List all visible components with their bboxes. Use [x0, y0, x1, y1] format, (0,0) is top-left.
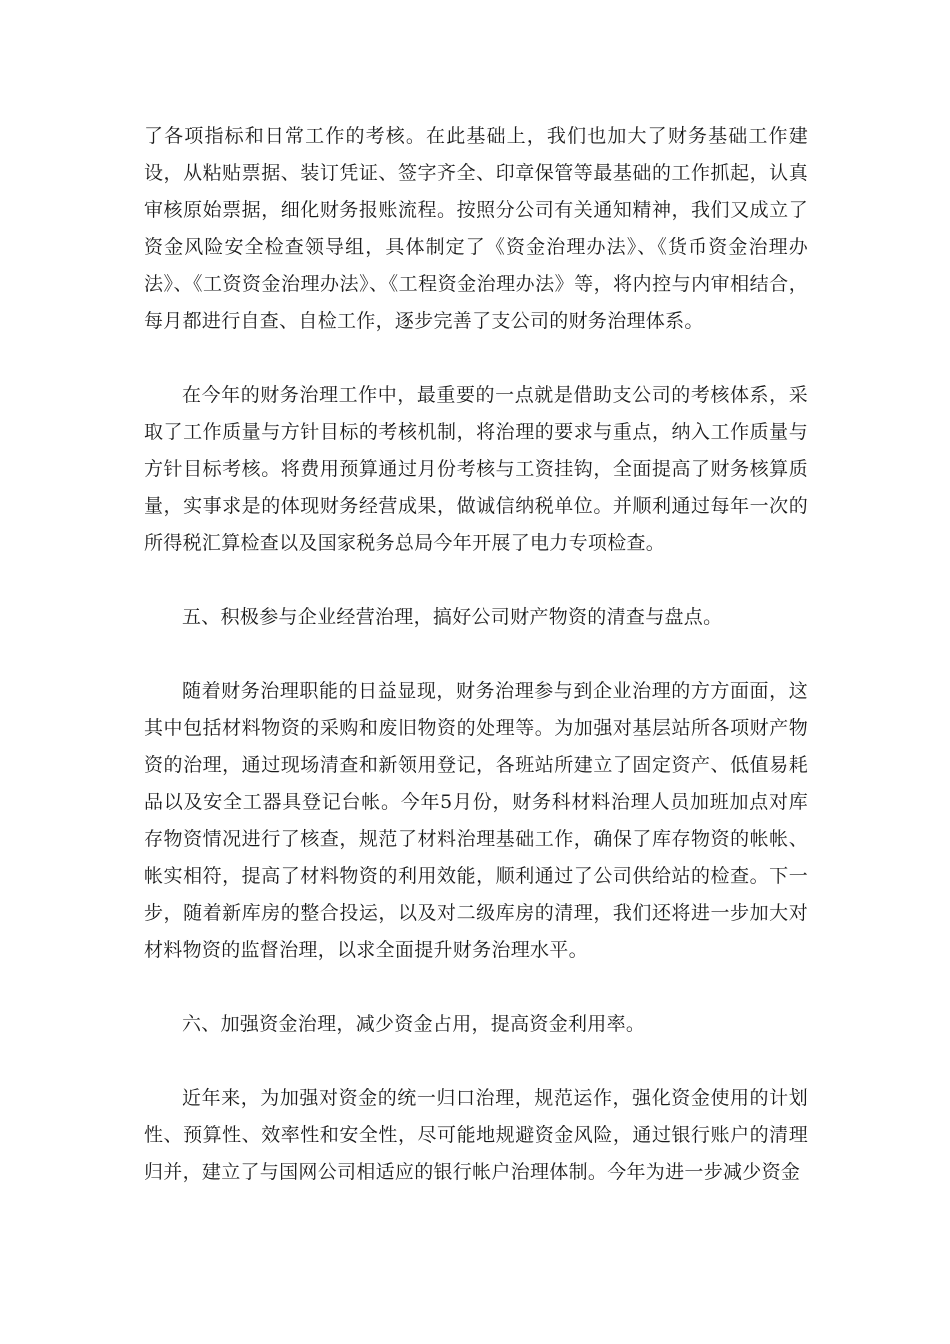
paragraph-assessment-system: 在今年的财务治理工作中，最重要的一点就是借助支公司的考核体系，采取了工作质量与方针目标的考核机制，将治理的要求与重点，纳入工作质量与方针目标考核。将费用预算通过月份考核与工资挂钩，全面提高了财务核算质量，实事求是的体现财务经营成果，做诚信纳税单位。并顺利通过每年一次的所得税汇算检查以及国家税务总局今年开展了电力专项检查。: [144, 384, 808, 554]
section-heading-six: 六、加强资金治理，减少资金占用，提高资金利用率。: [182, 1013, 646, 1035]
document-body: [144, 118, 808, 1228]
paragraph-assessment-continued: 了各项指标和日常工作的考核。在此基础上，我们也加大了财务基础工作建设，从粘贴票据、装订凭证、签字齐全、印章保管等最基础的工作抓起，认真审核原始票据，细化财务报账流程。按照分公司有关通知精神，我们又成立了资金风险安全检查领导组，具体制定了《资金治理办法》、《货币资金治理办法》、《工资资金治理办法》、《工程资金治理办法》等，将内控与内审相结合，每月都进行自查、自检工作，逐步完善了支公司的财务治理体系。: [144, 125, 808, 332]
section-heading-five: 五、积极参与企业经营治理，搞好公司财产物资的清查与盘点。: [182, 606, 723, 628]
paragraph-materials-management: 随着财务治理职能的日益显现，财务治理参与到企业治理的方方面面，这其中包括材料物资的采购和废旧物资的处理等。为加强对基层站所各项财产物资的治理，通过现场清查和新领用登记，各班站所建立了固定资产、低值易耗品以及安全工器具登记台帐。今年5月份，财务科材料治理人员加班加点对库存物资情况进行了核查，规范了材料治理基础工作，确保了库存物资的帐帐、帐实相符，提高了材料物资的利用效能，顺利通过了公司供给站的检查。下一步，随着新库房的整合投运，以及对二级库房的清理，我们还将进一步加大对材料物资的监督治理，以求全面提升财务治理水平。: [144, 680, 808, 961]
paragraph-fund-management: 近年来，为加强对资金的统一归口治理，规范运作，强化资金使用的计划性、预算性、效率性和安全性，尽可能地规避资金风险，通过银行账户的清理归并，建立了与国网公司相适应的银行帐户治理体制。今年为进一步减少资金: [144, 1087, 808, 1183]
